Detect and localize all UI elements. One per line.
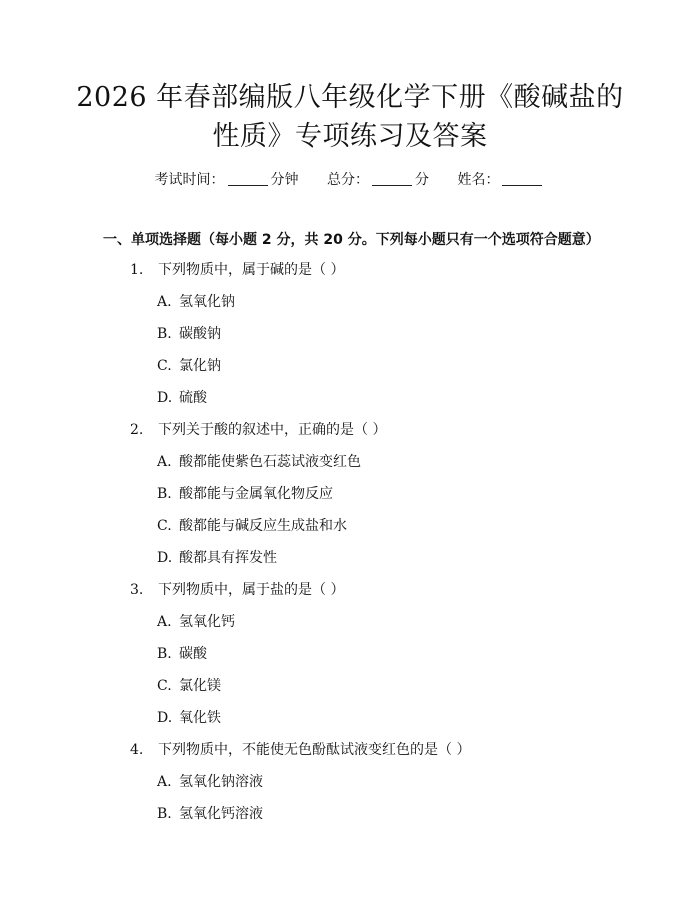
question-stem: 3. 下列物质中，属于盐的是（ ） <box>130 582 345 598</box>
question-option: D. 酸都具有挥发性 <box>157 550 277 566</box>
question-option: A. 氢氧化钙 <box>157 614 235 630</box>
question-option: C. 氯化钠 <box>157 358 221 374</box>
exam-title <box>40 78 660 156</box>
question-option: C. 酸都能与碱反应生成盐和水 <box>157 518 347 534</box>
student-name-field: 姓名： <box>457 172 545 188</box>
exam-time-field: 考试时间： 分钟 <box>154 172 299 188</box>
question-option: B. 碳酸 <box>157 646 207 662</box>
exam-time-blank <box>228 171 268 186</box>
section-heading: 一、单项选择题（每小题 2 分，共 20 分。下列每小题只有一个选项符合题意） <box>103 232 600 248</box>
question-option: B. 碳酸钠 <box>157 326 221 342</box>
title-line-2: 性质》专项练习及答案 <box>212 121 488 152</box>
question-option: A. 氢氧化钠溶液 <box>157 774 263 790</box>
student-name-blank <box>502 171 542 186</box>
question-stem: 2. 下列关于酸的叙述中，正确的是（ ） <box>130 422 387 438</box>
question-option: D. 氧化铁 <box>157 710 221 726</box>
question-option: C. 氯化镁 <box>157 678 221 694</box>
question-option: D. 硫酸 <box>157 390 207 406</box>
question-stem: 1. 下列物质中，属于碱的是（ ） <box>130 262 345 278</box>
question-option: A. 酸都能使紫色石蕊试液变红色 <box>157 454 361 470</box>
title-line-1: 2026 年春部编版八年级化学下册《酸碱盐的 <box>76 82 624 113</box>
exam-info-row <box>0 170 700 190</box>
question-stem: 4. 下列物质中，不能使无色酚酞试液变红色的是（ ） <box>130 742 471 758</box>
total-score-blank <box>372 171 412 186</box>
question-option: A. 氢氧化钠 <box>157 294 235 310</box>
question-option: B. 氢氧化钙溶液 <box>157 806 263 822</box>
question-option: B. 酸都能与金属氧化物反应 <box>157 486 333 502</box>
total-score-field: 总分： 分 <box>327 172 429 188</box>
